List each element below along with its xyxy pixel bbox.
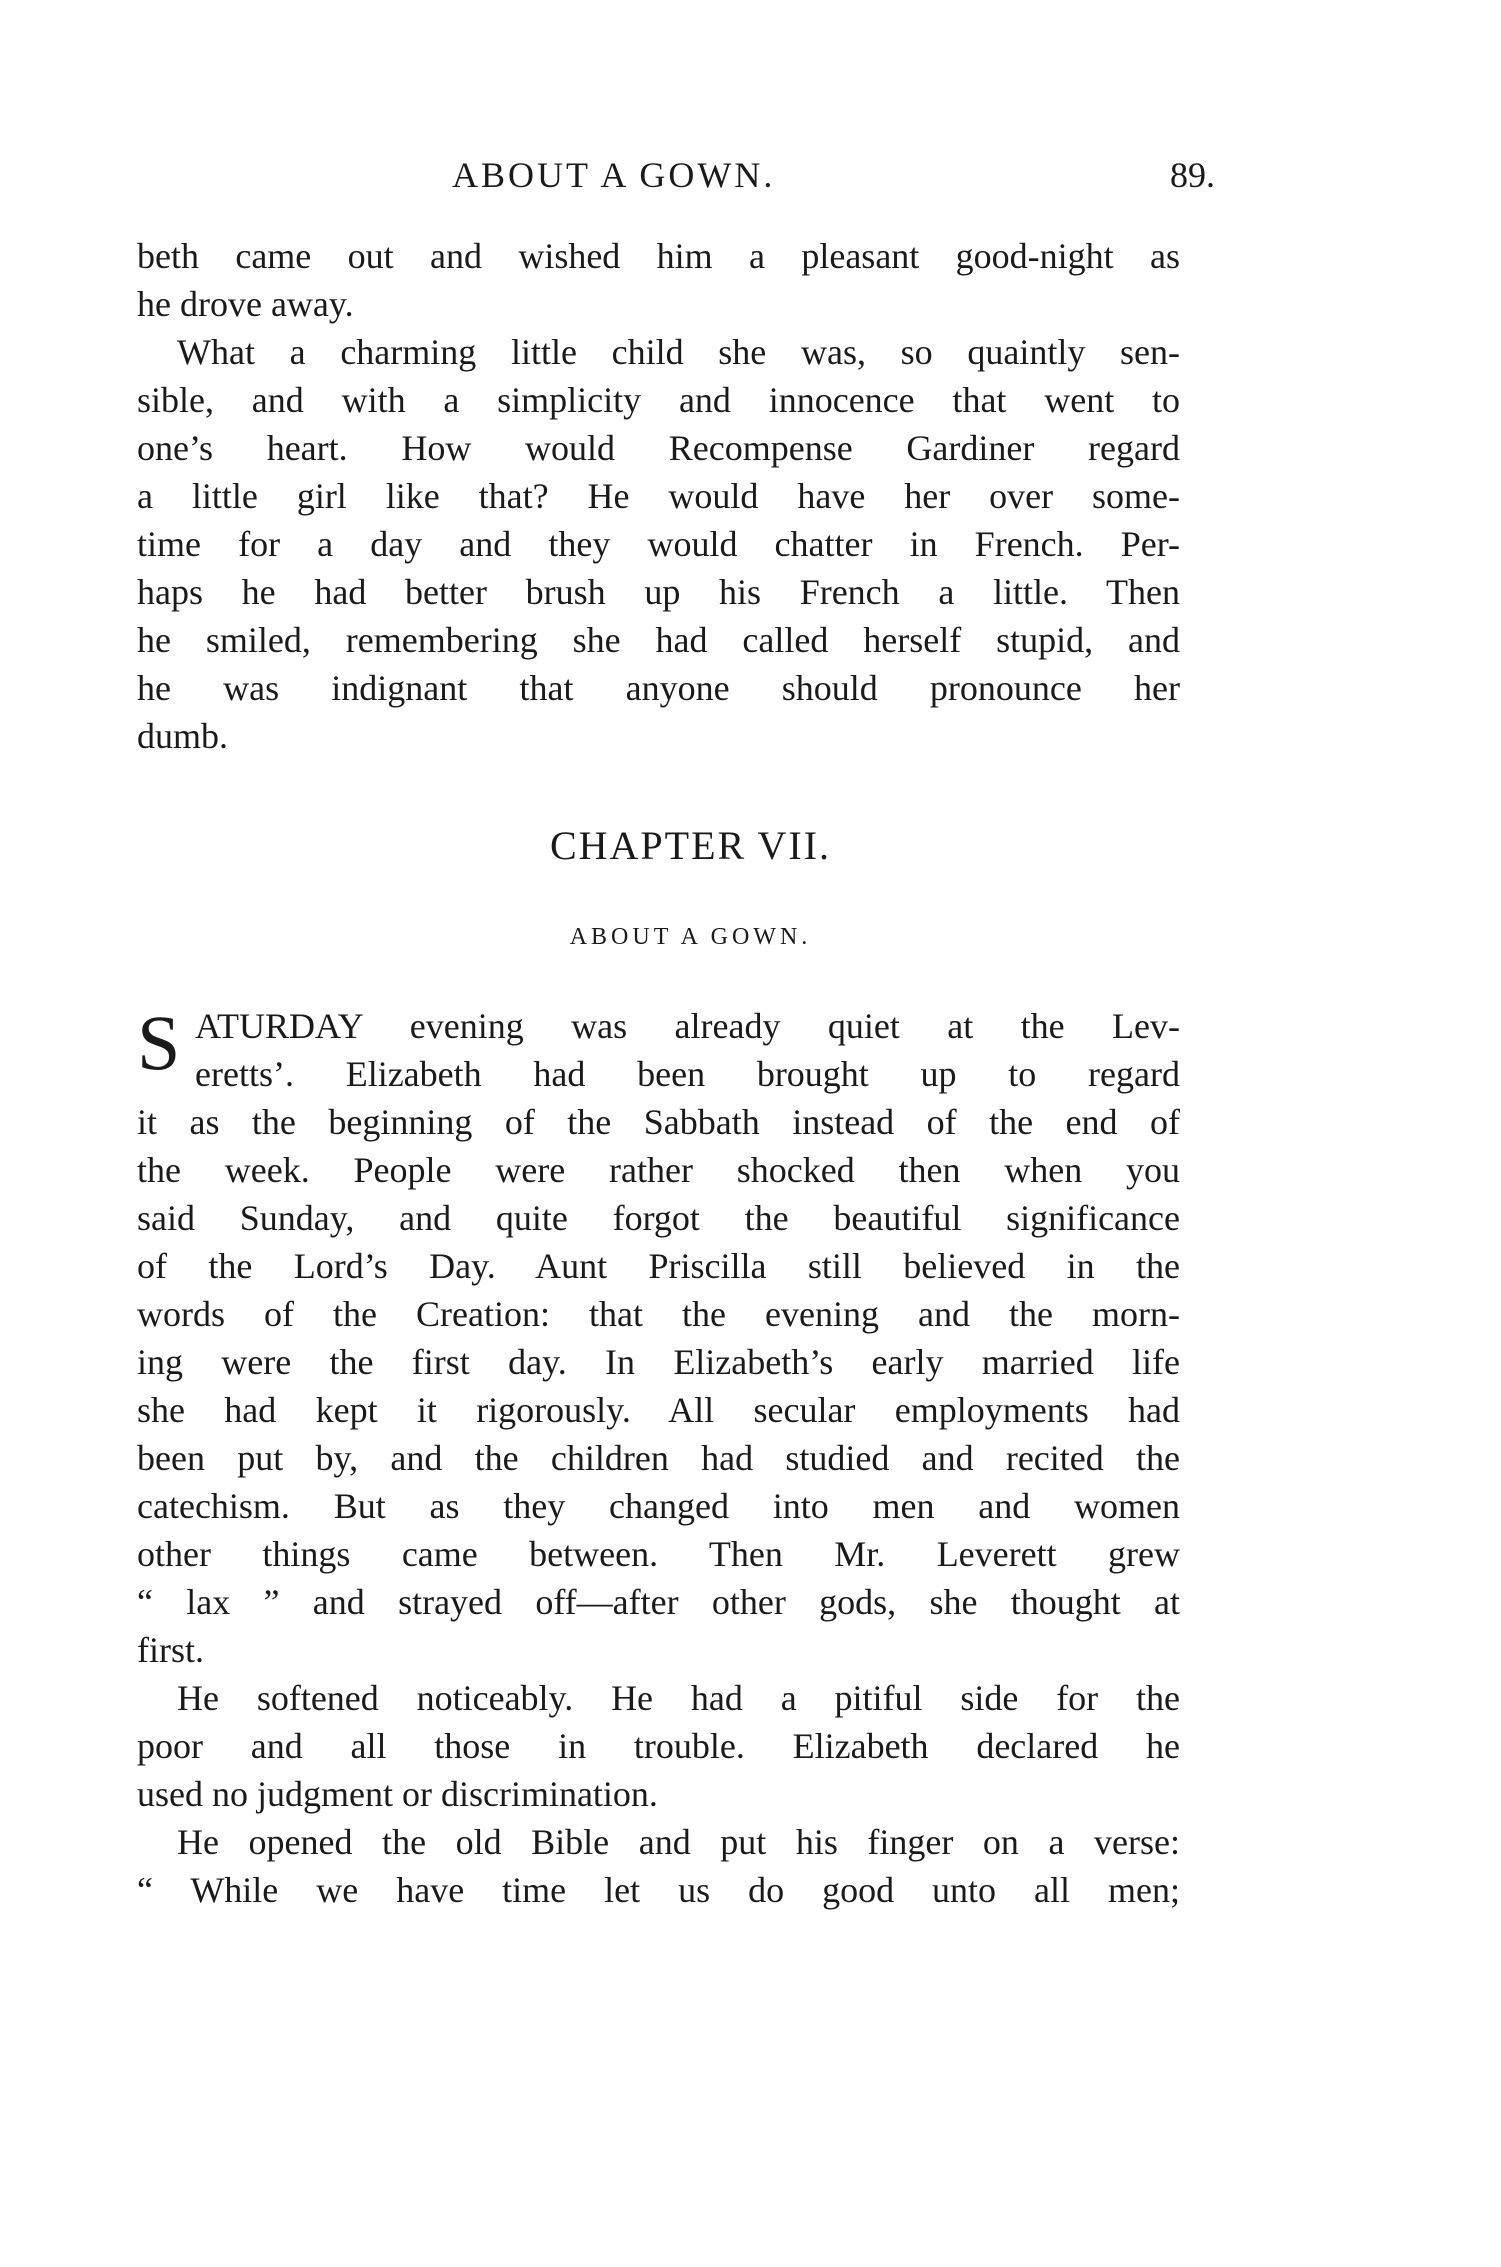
text-line: catechism. But as they changed into men and women bbox=[137, 1486, 1180, 1526]
text-line: the week. People were rather shocked then when you bbox=[137, 1150, 1180, 1190]
text-line: of the Lord’s Day. Aunt Priscilla still believed in the bbox=[137, 1246, 1180, 1286]
text-line: ing were the first day. In Elizabeth’s early married life bbox=[137, 1342, 1180, 1382]
text-line: she had kept it rigorously. All secular employments had bbox=[137, 1390, 1180, 1430]
text-line: poor and all those in trouble. Elizabeth declared he bbox=[137, 1726, 1180, 1766]
text-line: sible, and with a simplicity and innocence that went to bbox=[137, 380, 1180, 420]
text-line: first. bbox=[137, 1630, 204, 1670]
running-header bbox=[0, 150, 1501, 200]
chapter-number: CHAPTER VII. bbox=[549, 823, 832, 868]
text-line: it as the beginning of the Sabbath instead of the end of bbox=[137, 1102, 1180, 1142]
chapter-heading bbox=[0, 822, 1501, 869]
running-title: ABOUT A GOWN. bbox=[452, 155, 776, 195]
text-line: “ lax ” and strayed off—after other gods, she thought at bbox=[137, 1582, 1180, 1622]
text-line: haps he had better brush up his French a little. Then bbox=[137, 572, 1180, 612]
text-line: been put by, and the children had studied and recited the bbox=[137, 1438, 1180, 1478]
continued-paragraphs bbox=[137, 232, 1180, 760]
text-line: dumb. bbox=[137, 716, 229, 756]
text-line: ATURDAY evening was already quiet at the Lev- bbox=[195, 1006, 1180, 1046]
text-line: he drove away. bbox=[137, 284, 354, 324]
text-line: “ While we have time let us do good unto all men; bbox=[137, 1870, 1180, 1910]
text-line: eretts’. Elizabeth had been brought up to regard bbox=[195, 1054, 1180, 1094]
text-line: one’s heart. How would Recompense Gardiner regard bbox=[137, 428, 1180, 468]
text-line: other things came between. Then Mr. Leverett grew bbox=[137, 1534, 1180, 1574]
text-line: time for a day and they would chatter in French. Per- bbox=[137, 524, 1180, 564]
page-number: 89. bbox=[1170, 155, 1215, 195]
text-line: He opened the old Bible and put his finger on a verse: bbox=[177, 1822, 1180, 1862]
chapter-body bbox=[137, 999, 1180, 1914]
text-line: He softened noticeably. He had a pitiful side for the bbox=[177, 1678, 1180, 1718]
text-line: used no judgment or discrimination. bbox=[137, 1774, 658, 1814]
text-line: a little girl like that? He would have her over some- bbox=[137, 476, 1180, 516]
drop-cap: S bbox=[137, 999, 181, 1086]
chapter-subtitle-text: ABOUT A GOWN. bbox=[569, 924, 812, 950]
text-line: words of the Creation: that the evening and the morn- bbox=[137, 1294, 1180, 1334]
text-line: he was indignant that anyone should pronounce her bbox=[137, 668, 1180, 708]
text-line: beth came out and wished him a pleasant good-night as bbox=[137, 236, 1180, 276]
text-line: said Sunday, and quite forgot the beautiful significance bbox=[137, 1198, 1180, 1238]
chapter-subtitle bbox=[0, 924, 1501, 951]
text-line: What a charming little child she was, so quaintly sen- bbox=[177, 332, 1180, 372]
text-line: he smiled, remembering she had called herself stupid, and bbox=[137, 620, 1180, 660]
